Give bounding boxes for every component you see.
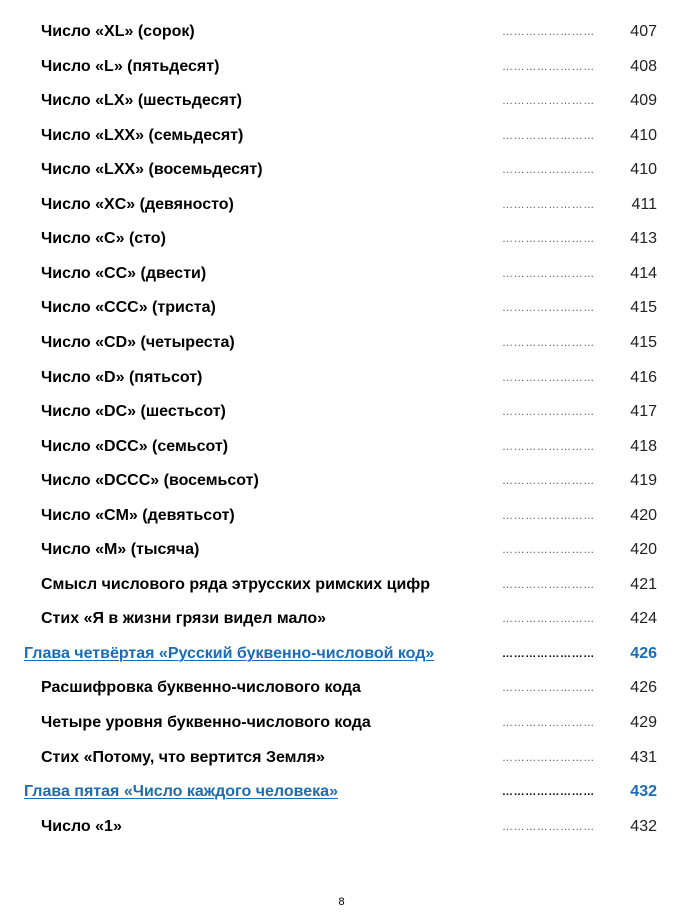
toc-entry-title: Число «L» (пятьдесят) (41, 57, 220, 75)
toc-entry-title: Число «LXX» (семьдесят) (41, 126, 244, 144)
toc-entry-title: Число «D» (пятьсот) (41, 368, 203, 386)
toc-entry-title: Число «ССС» (триста) (41, 299, 216, 317)
toc-entry-row[interactable] (0, 537, 673, 563)
toc-leader-dots: …………………… (502, 406, 595, 419)
toc-leader-dots: …………………… (502, 820, 595, 833)
toc-page-number: 417 (630, 403, 657, 421)
toc-entry-row[interactable] (0, 572, 673, 598)
toc-page-number: 432 (630, 783, 657, 801)
toc-entry-title: Число «С» (сто) (41, 230, 166, 248)
toc-entry-title: Число «CM» (девятьсот) (41, 506, 235, 524)
toc-entry-title: Число «M» (тысяча) (41, 541, 200, 559)
toc-page-number: 416 (630, 368, 657, 386)
toc-leader-dots: …………………… (502, 336, 595, 349)
toc-page-number: 431 (630, 748, 657, 766)
toc-entry-row[interactable] (0, 606, 673, 632)
toc-entry-title: Четыре уровня буквенно-числового кода (41, 714, 371, 731)
toc-entry-row[interactable] (0, 710, 673, 736)
toc-leader-dots: …………………… (502, 26, 595, 38)
toc-entry-row[interactable] (0, 261, 673, 287)
toc-page-number: 408 (630, 57, 657, 75)
toc-entry-row[interactable] (0, 19, 673, 45)
toc-entry-title: Число «СС» (двести) (41, 264, 207, 282)
toc-entry-row[interactable] (0, 399, 673, 425)
toc-entry-row[interactable] (0, 365, 673, 391)
toc-leader-dots: …………………… (502, 786, 595, 799)
toc-leader-dots: …………………… (502, 233, 595, 246)
toc-entry-row[interactable] (0, 54, 673, 80)
toc-page-number: 426 (630, 679, 657, 697)
toc-entry-row[interactable] (0, 814, 673, 840)
toc-page-number: 424 (630, 610, 657, 628)
toc-leader-dots: …………………… (502, 164, 595, 177)
toc-page-number: 413 (630, 230, 657, 248)
toc-entry-title: Число «CD» (четыреста) (41, 333, 235, 351)
toc-entry-row[interactable] (0, 123, 673, 149)
toc-page-number: 407 (630, 23, 657, 40)
toc-entry-title: Число «XC» (девяносто) (41, 195, 234, 213)
toc-entry-title: Число «LXX» (восемьдесят) (41, 161, 263, 179)
toc-entry-row[interactable] (0, 468, 673, 494)
toc-entry-title: Расшифровка буквенно-числового кода (41, 679, 361, 697)
toc-page-number: 410 (630, 126, 657, 144)
toc-entry-title: Число «DC» (шестьсот) (41, 403, 226, 421)
toc-entry-row[interactable] (0, 745, 673, 771)
toc-leader-dots: …………………… (502, 60, 595, 73)
toc-page-number: 429 (630, 714, 657, 731)
toc-chapter-row[interactable] (0, 779, 673, 805)
toc-page-number: 421 (630, 575, 657, 593)
toc-entry-row[interactable] (0, 434, 673, 460)
toc-leader-dots: …………………… (502, 302, 595, 315)
toc-entry-row[interactable] (0, 157, 673, 183)
toc-entry-title: Стих «Потому, что вертится Земля» (41, 748, 325, 766)
toc-page-number: 420 (630, 506, 657, 524)
toc-leader-dots: …………………… (502, 544, 595, 557)
toc-entry-row[interactable] (0, 503, 673, 529)
toc-leader-dots: …………………… (502, 475, 595, 488)
toc-chapter-link[interactable]: Глава пятая «Число каждого человека» (24, 783, 338, 801)
toc-entry-row[interactable] (0, 88, 673, 114)
toc-page-number: 426 (630, 644, 657, 662)
toc-leader-dots: …………………… (502, 198, 595, 211)
toc-entry-title: Число «1» (41, 817, 122, 835)
toc-leader-dots: …………………… (502, 578, 595, 591)
toc-leader-dots: …………………… (502, 95, 595, 108)
toc-leader-dots: …………………… (502, 647, 595, 660)
toc-leader-dots: …………………… (502, 682, 595, 695)
toc-leader-dots: …………………… (502, 613, 595, 626)
toc-leader-dots: …………………… (502, 267, 595, 280)
page-number: 8 (338, 896, 345, 908)
toc-entry-row[interactable] (0, 295, 673, 321)
toc-entry-row[interactable] (0, 675, 673, 701)
toc-entry-title: Число «DCC» (семьсот) (41, 437, 229, 455)
toc-entry-title: Число «XL» (сорок) (41, 23, 195, 40)
toc-entry-title: Стих «Я в жизни грязи видел мало» (41, 610, 327, 628)
toc-page-number: 418 (630, 437, 657, 455)
toc-page-number: 415 (630, 299, 657, 317)
toc-page-number: 432 (630, 817, 657, 835)
toc-entry-title: Число «LX» (шестьдесят) (41, 92, 242, 110)
toc-page-number: 409 (630, 92, 657, 110)
toc-leader-dots: …………………… (502, 129, 595, 142)
toc-leader-dots: …………………… (502, 440, 595, 453)
toc-leader-dots: …………………… (502, 371, 595, 384)
toc-leader-dots: …………………… (502, 751, 595, 764)
toc-page-number: 414 (630, 264, 657, 282)
toc-entry-title: Смысл числового ряда этрусских римских цифр (41, 575, 431, 593)
toc-page-number: 415 (630, 333, 657, 351)
toc-entry-title: Число «DCCC» (восемьсот) (41, 472, 259, 490)
toc-page-number: 419 (630, 472, 657, 490)
toc-page-number: 420 (630, 541, 657, 559)
toc-entry-row[interactable] (0, 192, 673, 218)
toc-page-number: 411 (631, 195, 657, 213)
toc-entry-row[interactable] (0, 226, 673, 252)
toc-leader-dots: …………………… (502, 509, 595, 522)
toc-entry-row[interactable] (0, 330, 673, 356)
toc-chapter-row[interactable] (0, 641, 673, 667)
toc-chapter-link[interactable]: Глава четвёртая «Русский буквенно-числовой код» (24, 644, 435, 662)
toc-leader-dots: …………………… (502, 717, 595, 729)
toc-page-number: 410 (630, 161, 657, 179)
